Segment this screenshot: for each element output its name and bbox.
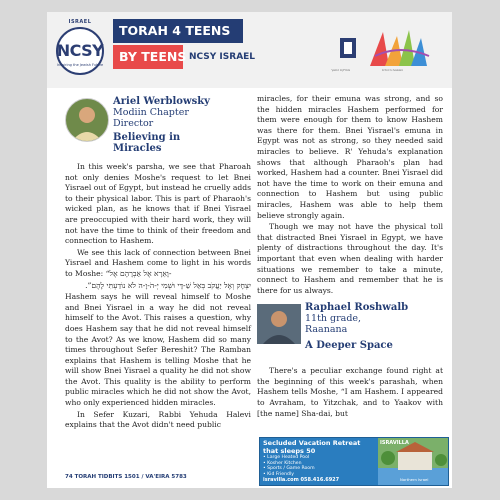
paragraph: In this week's parsha, we see that Pharoah not only denies Moshe's request to let Bnei Yisrael out of Egypt, but instead he cruelly adds to their physical labor. This is part of Pharaoh's wicked plan, as he knows that if Bnei Yisrael are preoccupied with their hard work, they will not have the time to think of their freedom and connection to Hashem. — [65, 162, 251, 246]
title-line-1: TORAH 4 TEENS — [119, 23, 231, 38]
author-name: Ariel Werblowsky — [113, 96, 210, 107]
ad-feature: • Kosher Kitchen — [263, 460, 302, 466]
article-title — [113, 132, 180, 154]
title-band-1 — [113, 19, 243, 43]
left-column — [65, 94, 251, 432]
title-line-2: BY TEENS — [119, 49, 187, 64]
ad-feature: • Kid Friendly — [263, 471, 294, 477]
vacation-ad[interactable] — [259, 437, 449, 486]
author-block-left — [65, 94, 251, 154]
author-role-line: 11th grade, — [305, 313, 362, 325]
paragraph: Hashem says he will reveal himself to Moshe and Bnei Yisrael in a way he did not reveal himself to the Avot. This raises a question, why does Hashem say that he did not reveal himself to the Avot? As we know, Hashem did so many times throughout Sefer Bereshit? The Ramban explains that Hashem is telling Moshe that he will show Bnei Yisrael a quality he did not show the Avot. This quality is the ability to perform public miracles which he did not show the Avot, who only experienced hidden miracles. — [65, 292, 251, 408]
title-band-2 — [113, 45, 187, 69]
article-title-line: Believing in — [113, 132, 181, 143]
author-role — [113, 108, 189, 129]
hebrew-quote: יִצְחָק וְאֶל יַעֲקֹב בְּאֵל שַׁ-דָּי וּשְׁמִי יְ-הֹ-וָ-ה לֹא נוֹדַעְתִּי לָהֶם”. — [85, 280, 251, 290]
author-name: Raphael Roshwalb — [305, 302, 409, 314]
article-title-line: Miracles — [113, 143, 162, 154]
subbrand: NCSY ISRAEL — [189, 52, 256, 62]
author-role — [305, 314, 361, 335]
ad-brand: ISRAVILLA — [380, 440, 409, 446]
ad-contact[interactable]: isravilla.com 058.416.6927 — [263, 477, 340, 483]
ncsy-logo — [53, 19, 107, 79]
logo-tagline: Inspiring the Jewish Future — [56, 63, 104, 67]
ad-features — [263, 455, 315, 477]
page-footer: 74 TORAH TIDBITS 1501 / VA'EIRA 5783 — [65, 474, 187, 480]
ad-headline: Secluded Vacation Retreat that sleeps 50 — [263, 439, 361, 455]
author-role-line: Raanana — [305, 323, 348, 335]
paragraph: We see this lack of connection between Bnei Yisrael and Hashem come to light in his words to Moshe: “וָאֵרָא אֶל אַבְרָהָם אֶל- — [65, 247, 251, 278]
person-icon — [257, 304, 301, 344]
person-icon — [66, 99, 108, 141]
sponsor1-label: מחלקת החינוך — [331, 68, 350, 72]
author-block-right — [257, 300, 443, 362]
ad-region: Northern Israel — [400, 477, 429, 482]
author-role-line: Modiin Chapter — [113, 107, 189, 118]
author-photo — [257, 304, 301, 344]
page-header — [47, 12, 452, 88]
magazine-page — [47, 12, 452, 488]
paragraph: Though we may not have the physical toll that distracted Bnei Yisrael in Egypt, we have plenty of distractions throughout the day. It's important that even when dealing with harder situations we remember to take a minute, connect to Hashem and remember that he is there for us always. — [257, 222, 443, 295]
ad-feature: • Sports / Game Room — [263, 466, 315, 472]
paragraph: There's a peculiar exchange found right at the beginning of this week's parashah, when Hashem tells Moshe, “I am Hashem. I appeared to Avraham, to Yitzchak, and to Yaakov with [the name] Sha-dai, but — [257, 366, 443, 418]
education-ministry-logo-icon — [337, 34, 359, 66]
author-role-line: Director — [113, 117, 154, 129]
right-column — [257, 94, 443, 420]
ad-feature: • Large Heated Pool — [263, 455, 310, 460]
paragraph: In Sefer Kuzari, Rabbi Yehuda Halevi explains that the Avot didn't need public — [65, 409, 251, 430]
logo-text: NCSY — [56, 41, 104, 60]
author-photo — [65, 98, 109, 142]
article-title: A Deeper Space — [305, 340, 393, 352]
jewish-agency-logo-icon — [365, 26, 435, 70]
paragraph: miracles, for their emuna was strong, and so the hidden miracles Hashem performed for them were enough for them to know Hashem was there for them. Bnei Yisrael's emuna in Egypt was not as strong, so they needed said miracles to believe. R' Yehuda's explanation shows that although Pharaoh's plan had worked, Hashem had a counter. Bnei Yisrael did not have the time to work on their emuna and connection to Hashem but using public miracles, Hashem was able to help them believe strongly again. — [257, 94, 443, 220]
sponsor2-label: הסוכנות היהודית — [382, 68, 403, 72]
logo-country: ISRAEL — [68, 19, 92, 25]
